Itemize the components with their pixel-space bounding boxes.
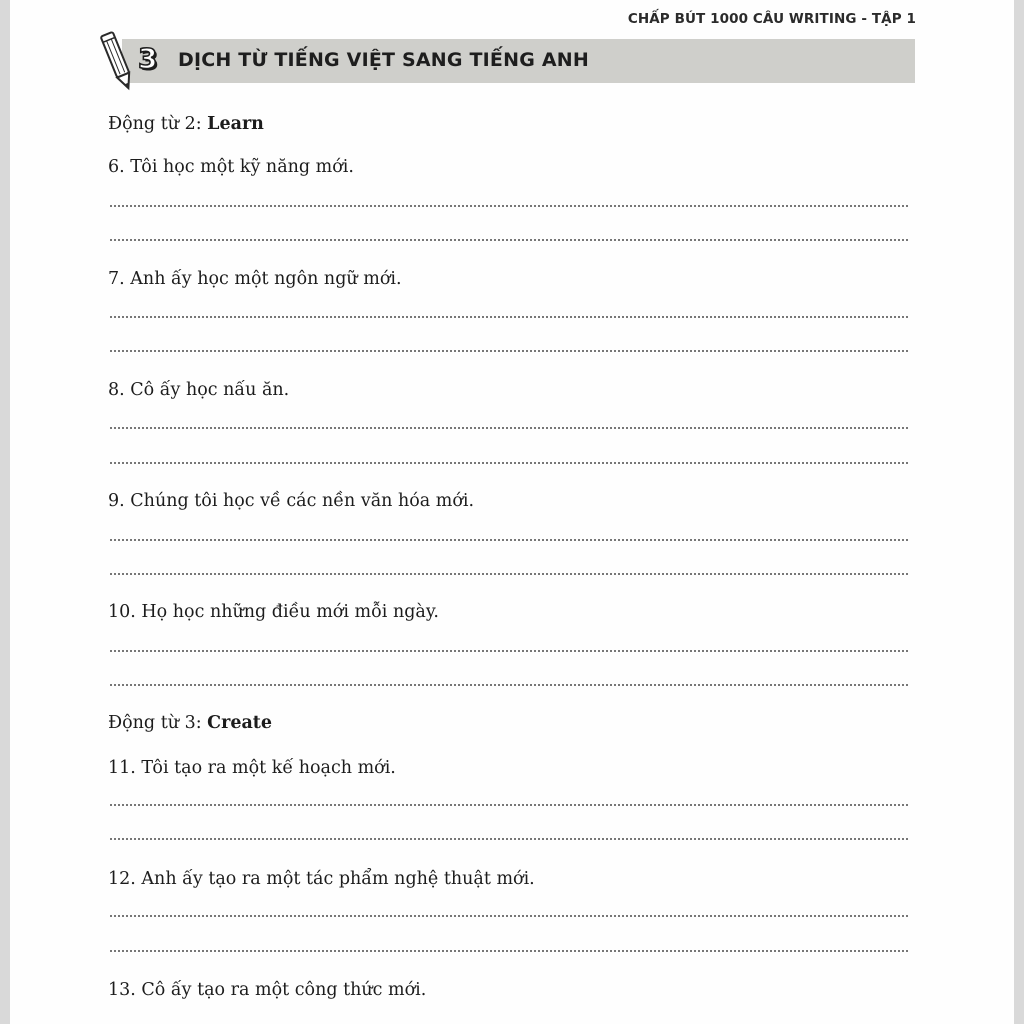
answer-line[interactable] [109,573,909,575]
worksheet-page [10,0,1014,1024]
exercise-item: 7. Anh ấy học một ngôn ngữ mới. [108,269,402,289]
section-title: DỊCH TỪ TIẾNG VIỆT SANG TIẾNG ANH [178,49,589,71]
answer-line[interactable] [109,915,909,917]
answer-line[interactable] [109,650,909,652]
verb-group-heading: Động từ 2: Learn [108,114,264,134]
running-header: CHẤP BÚT 1000 CÂU WRITING - TẬP 1 [627,11,916,27]
answer-line[interactable] [109,239,909,241]
exercise-item: 11. Tôi tạo ra một kế hoạch mới. [108,758,396,778]
exercise-item: 10. Họ học những điều mới mỗi ngày. [108,602,439,622]
answer-line[interactable] [109,205,909,207]
exercise-item: 9. Chúng tôi học về các nền văn hóa mới. [108,491,475,511]
answer-line[interactable] [109,950,909,952]
pencil-icon [96,28,140,94]
answer-line[interactable] [109,539,909,541]
answer-line[interactable] [109,684,909,686]
exercise-item: 12. Anh ấy tạo ra một tác phẩm nghệ thuật mới. [108,869,535,889]
answer-line[interactable] [109,838,909,840]
verb-group-heading: Động từ 3: Create [108,713,273,733]
section-number: 3 [138,42,158,75]
answer-line[interactable] [109,804,909,806]
answer-line[interactable] [109,350,909,352]
answer-line[interactable] [109,427,909,429]
exercise-item: 6. Tôi học một kỹ năng mới. [108,157,354,177]
answer-line[interactable] [109,316,909,318]
exercise-item: 13. Cô ấy tạo ra một công thức mới. [108,980,427,1000]
exercise-item: 8. Cô ấy học nấu ăn. [108,380,290,400]
answer-line[interactable] [109,462,909,464]
